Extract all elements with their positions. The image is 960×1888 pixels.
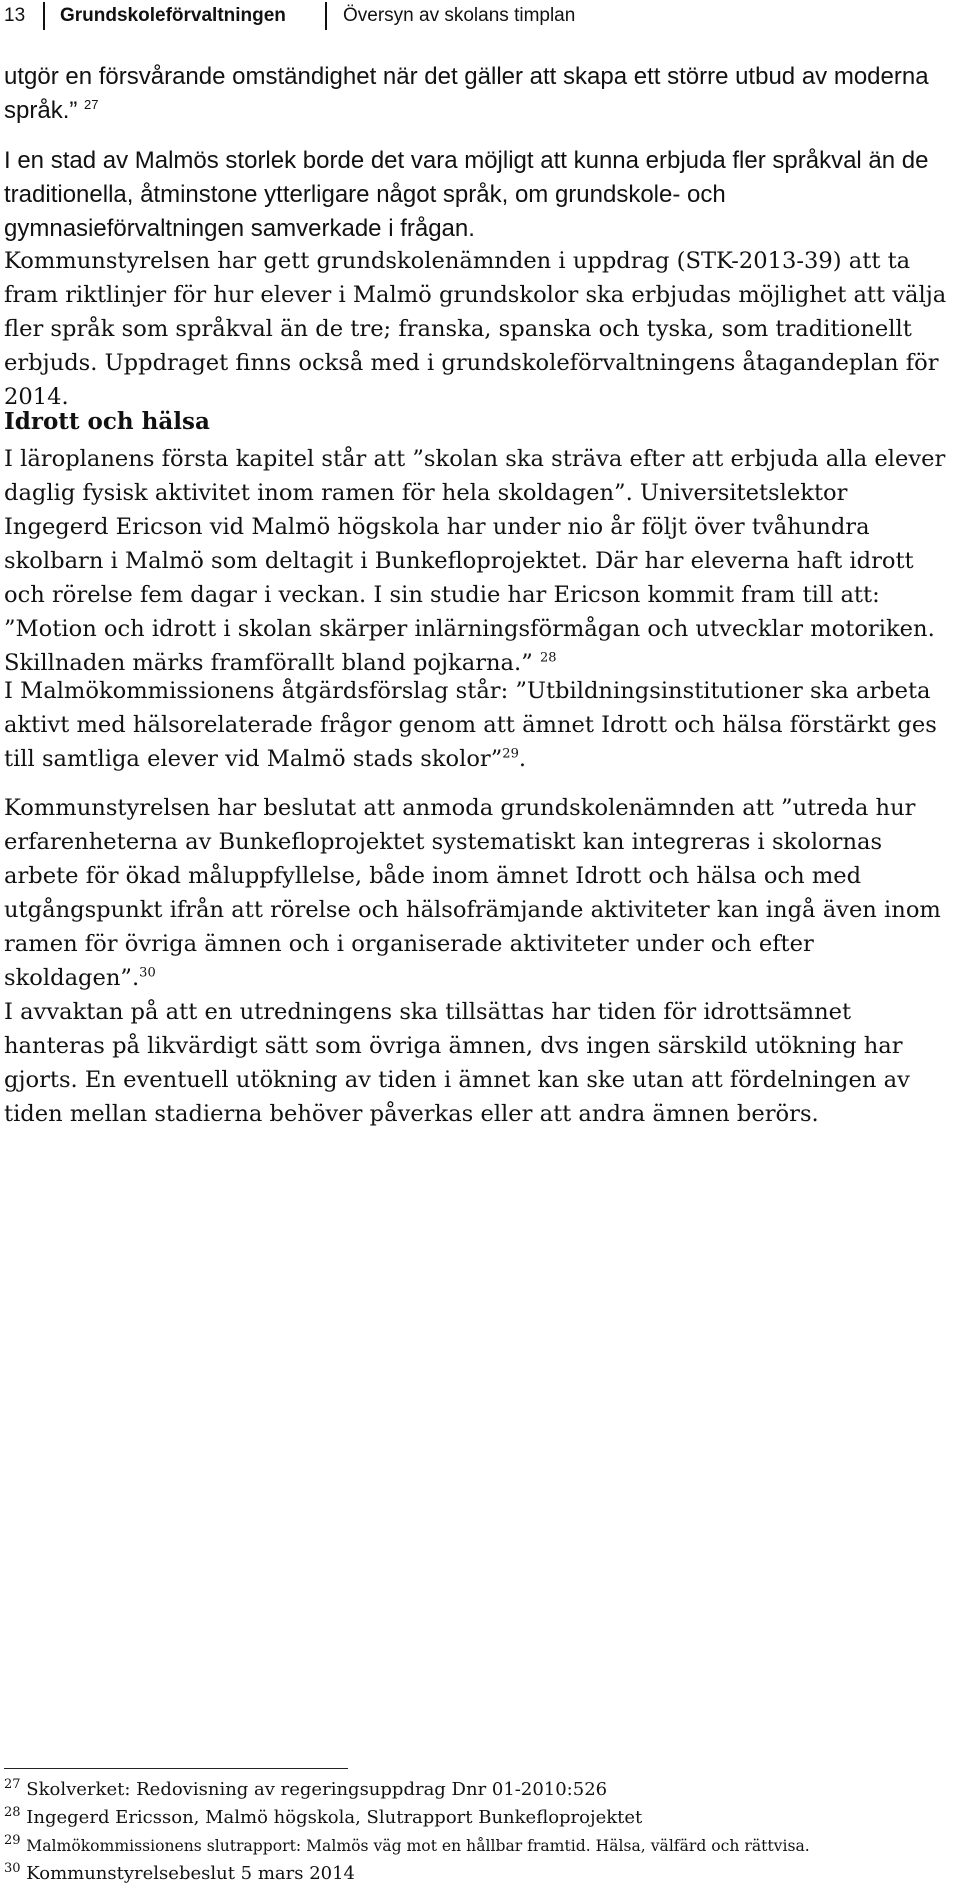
header-divider — [43, 2, 45, 30]
paragraph-text: utgör en försvårande omständighet när det gäller att skapa ett större utbud av moderna språk.” — [4, 63, 929, 124]
footnote-text: Malmökommissionens slutrapport: Malmös väg mot en hållbar framtid. Hälsa, välfärd och rättvisa. — [26, 1837, 810, 1855]
paragraph-text: Kommunstyrelsen har gett grundskolenämnden i uppdrag (STK-2013-39) att ta fram riktlinjer för hur elever i Malmö grundskolor ska erbjudas möjlighet att välja fler språk som språkval än de tre; franska, spanska och tyska, som traditionellt erbjuds. Uppdraget finns också med i grundskoleförvaltningens åtagandeplan för 2014. — [4, 248, 947, 410]
footnote-ref: 28 — [539, 650, 557, 666]
paragraph-text: I en stad av Malmös storlek borde det vara möjligt att kunna erbjuda fler språkval än de traditionella, åtminstone ytterligare något språk, om grundskole- och gymnasieförvaltningen samverkade i frågan. — [4, 147, 929, 242]
page-number: 13 — [4, 5, 26, 26]
footnote — [4, 1776, 956, 1804]
footnote — [4, 1832, 956, 1860]
paragraph-text: . — [518, 746, 527, 772]
footnote-divider — [4, 1768, 348, 1769]
footnote-ref: 29 — [502, 746, 519, 762]
footnote-text: Skolverket: Redovisning av regeringsuppdrag Dnr 01-2010:526 — [26, 1779, 608, 1800]
footnotes — [4, 1776, 956, 1888]
section-heading: Idrott och hälsa — [4, 408, 210, 435]
paragraph-7 — [4, 995, 956, 1131]
footnote-ref: 30 — [139, 965, 156, 981]
paragraph-4 — [4, 442, 956, 680]
paragraph-text: I läroplanens första kapitel står att ”skolan ska sträva efter att erbjuda alla elever daglig fysisk aktivitet inom ramen för hela skoldagen”. Universitetslektor Ingegerd Ericson vid Malmö högskola har under nio år följt över tvåhundra skolbarn i Malmö som deltagit i Bunkefloprojektet. Där har eleverna haft idrott och rörelse fem dagar i veckan. I sin studie har Ericson kommit fram till att: ”Motion och idrott i skolan skärper inlärningsförmågan och utvecklar motoriken. Skillnaden märks framförallt bland pojkarna.” — [4, 446, 946, 676]
department-name: Grundskoleförvaltningen — [60, 5, 286, 26]
footnote-number: 27 — [4, 1777, 21, 1792]
paragraph-text: I Malmökommissionens åtgärdsförslag står: ”Utbildningsinstitutioner ska arbeta aktivt med hälsorelaterade frågor genom att ämnet Idrott och hälsa förstärkt ges till samtliga elever vid Malmö stads skolor” — [4, 678, 937, 772]
footnote-text: Ingegerd Ericsson, Malmö högskola, Slutrapport Bunkefloprojektet — [26, 1807, 643, 1828]
footnote-number: 28 — [4, 1805, 21, 1820]
paragraph-6 — [4, 791, 956, 995]
paragraph-text: I avvaktan på att en utredningens ska tillsättas har tiden för idrottsämnet hanteras på likvärdigt sätt som övriga ämnen, dvs ingen särskild utökning har gjorts. En eventuell utökning av tiden i ämnet kan ske utan att fördelningen av tiden mellan stadierna behöver påverkas eller att andra ämnen berörs. — [4, 999, 910, 1127]
footnote-number: 29 — [4, 1833, 21, 1848]
paragraph-3 — [4, 244, 956, 414]
footnote-number: 30 — [4, 1861, 21, 1876]
footnote — [4, 1804, 956, 1832]
paragraph-text: Kommunstyrelsen har beslutat att anmoda grundskolenämnden att ”utreda hur erfarenheterna av Bunkefloprojektet systematiskt kan integreras i skolornas arbete för ökad måluppfyllelse, både inom ämnet Idrott och hälsa och med utgångspunkt ifrån att rörelse och hälsofrämjande aktiviteter kan ingå även inom ramen för övriga ämnen och i organiserade aktiviteter under och efter skoldagen”. — [4, 795, 941, 991]
paragraph-1 — [4, 60, 956, 128]
paragraph-2 — [4, 144, 956, 246]
header-divider — [325, 2, 327, 30]
paragraph-5 — [4, 674, 956, 776]
footnote-ref: 27 — [84, 97, 99, 112]
footnote — [4, 1860, 956, 1888]
footnote-text: Kommunstyrelsebeslut 5 mars 2014 — [26, 1863, 356, 1884]
document-title: Översyn av skolans timplan — [343, 5, 576, 26]
page-header — [0, 0, 960, 42]
